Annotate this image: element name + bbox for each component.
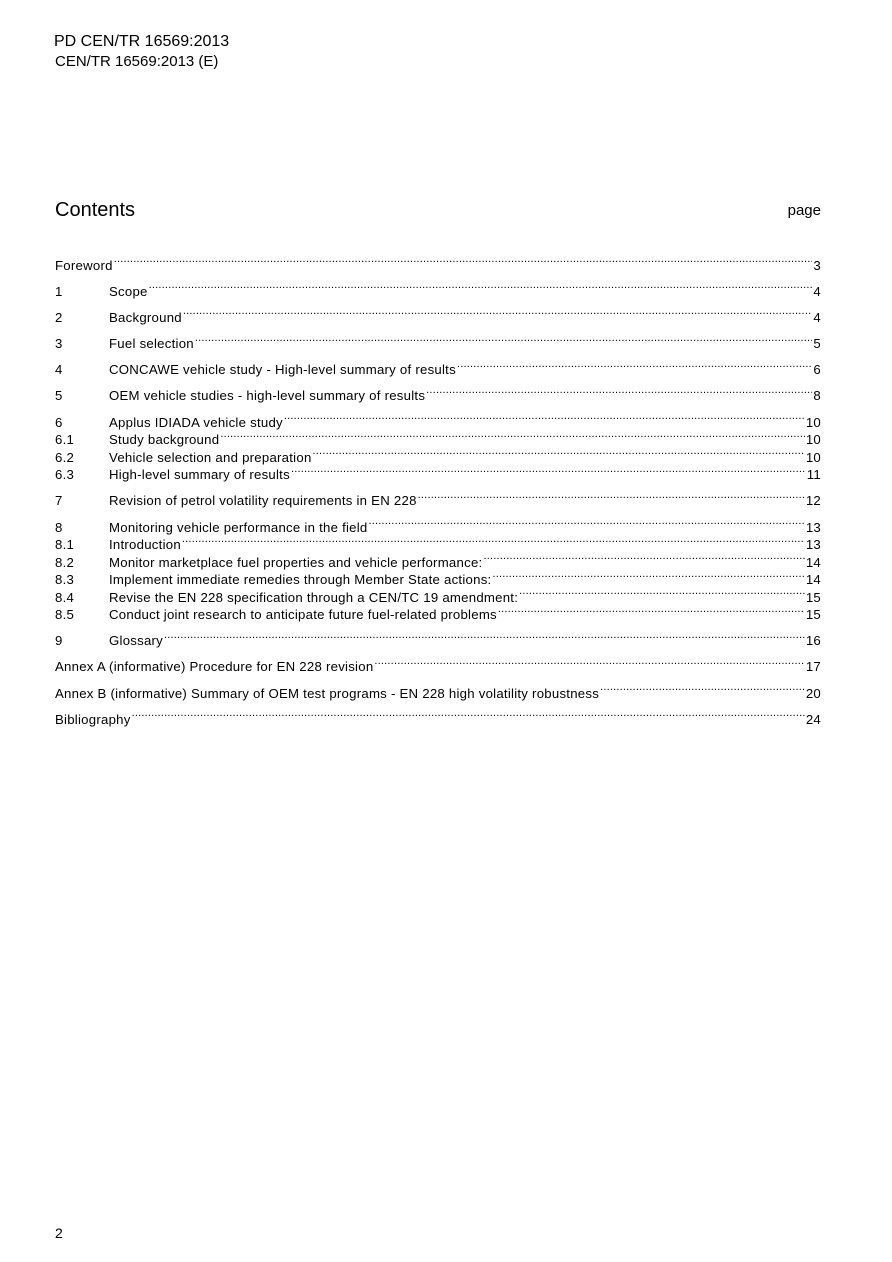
toc-entry[interactable]: [55, 488, 821, 509]
toc-dot-leader: [600, 680, 805, 698]
document-id-language: CEN/TR 16569:2013 (E): [55, 53, 219, 70]
toc-entry-title: Annex A (informative) Procedure for EN 228 revision: [55, 659, 374, 675]
toc-entry-number: 3: [55, 336, 63, 352]
toc-dot-leader: [374, 654, 804, 672]
toc-entry-page: 17: [805, 659, 821, 675]
toc-entry-page: 13: [805, 519, 821, 535]
toc-entry-page: 24: [805, 711, 821, 727]
toc-entry-page: 11: [806, 467, 821, 483]
toc-entry-number: 9: [55, 633, 63, 649]
toc-entry[interactable]: [55, 706, 821, 727]
toc-entry-title: High-level summary of results: [109, 467, 290, 483]
toc-entry-number: 8.4: [55, 589, 75, 605]
toc-entry-page: 16: [805, 633, 821, 649]
toc-dot-leader: [519, 584, 805, 602]
toc-dot-leader: [483, 549, 804, 567]
toc-entry-title: Conduct joint research to anticipate future fuel-related problems: [109, 607, 497, 622]
toc-dot-leader: [183, 304, 813, 322]
toc-entry-title: OEM vehicle studies - high-level summary of results: [109, 388, 426, 404]
toc-entry-number: 6.2: [55, 449, 75, 465]
toc-entry-title: Monitoring vehicle performance in the field: [109, 519, 368, 535]
toc-entry[interactable]: [55, 357, 821, 378]
toc-entry-title: Scope: [109, 283, 148, 299]
toc-entry-title: Revise the EN 228 specification through a CEN/TC 19 amendment:: [109, 589, 519, 605]
toc-entry-page: 20: [805, 685, 821, 701]
toc-entry-number: 8.3: [55, 572, 75, 587]
toc-entry-number: 8: [55, 519, 63, 535]
toc-dot-leader: [220, 427, 805, 445]
contents-title: Contents: [55, 199, 136, 221]
toc-entry-title: Foreword: [55, 257, 113, 273]
toc-entry-page: 4: [813, 283, 821, 299]
document-id: PD CEN/TR 16569:2013: [54, 33, 230, 50]
toc-dot-leader: [164, 628, 805, 646]
toc-entry-title: Fuel selection: [109, 336, 194, 352]
toc-dot-leader: [369, 514, 805, 532]
toc-dot-leader: [457, 357, 812, 375]
toc-entry-title: Introduction: [109, 537, 181, 552]
toc-entry-number: 8.5: [55, 607, 75, 622]
toc-entry-page: 12: [805, 493, 821, 509]
toc-entry-page: 10: [805, 414, 821, 430]
toc-entry-number: 4: [55, 362, 63, 378]
toc-entry-page: 6: [813, 362, 821, 378]
toc-entry[interactable]: [55, 304, 821, 325]
table-of-contents: [55, 252, 821, 727]
toc-entry[interactable]: [55, 654, 821, 675]
toc-entry-title: Glossary: [109, 633, 164, 649]
toc-entry-page: 14: [805, 554, 821, 570]
toc-entry-title: Background: [109, 309, 182, 325]
toc-dot-leader: [114, 252, 813, 270]
toc-entry-page: 8: [813, 388, 821, 404]
toc-entry-number: 1: [55, 283, 63, 299]
toc-entry-number: 2: [55, 309, 63, 325]
toc-dot-leader: [498, 602, 805, 620]
toc-dot-leader: [132, 706, 805, 724]
toc-dot-leader: [149, 278, 813, 296]
toc-entry-number: 8.1: [55, 537, 75, 552]
toc-entry-title: Implement immediate remedies through Member State actions:: [109, 572, 492, 587]
toc-entry-number: 7: [55, 493, 63, 509]
toc-entry[interactable]: [55, 383, 821, 404]
toc-entry[interactable]: [55, 680, 821, 701]
toc-entry-page: 5: [813, 336, 821, 352]
toc-entry-title: Revision of petrol volatility requirements in EN 228: [109, 493, 417, 509]
toc-entry[interactable]: [55, 514, 821, 535]
toc-entry[interactable]: [55, 331, 821, 352]
toc-dot-leader: [291, 462, 806, 480]
toc-dot-leader: [418, 488, 805, 506]
toc-entry-page: 15: [805, 589, 821, 605]
toc-entry-page: 14: [805, 572, 821, 587]
toc-dot-leader: [284, 409, 805, 427]
toc-entry[interactable]: [55, 252, 821, 273]
toc-entry-number: 5: [55, 388, 63, 404]
toc-entry-page: 10: [805, 449, 821, 465]
page-number: 2: [55, 1225, 63, 1241]
toc-dot-leader: [182, 532, 805, 550]
toc-entry[interactable]: [55, 628, 821, 649]
page-column-label: page: [787, 202, 821, 219]
toc-entry-page: 3: [813, 257, 821, 273]
toc-entry-number: 6.3: [55, 467, 75, 483]
toc-entry-title: Bibliography: [55, 711, 131, 727]
toc-entry-title: Applus IDIADA vehicle study: [109, 414, 283, 430]
toc-dot-leader: [426, 383, 812, 401]
toc-entry-number: 6: [55, 414, 63, 430]
toc-entry-page: 13: [805, 537, 821, 552]
toc-dot-leader: [195, 331, 813, 349]
toc-entry-title: CONCAWE vehicle study - High-level summary of results: [109, 362, 456, 378]
toc-entry-number: 8.2: [55, 554, 75, 570]
toc-entry-title: Study background: [109, 432, 220, 448]
toc-entry-page: 15: [805, 607, 821, 622]
toc-dot-leader: [492, 567, 804, 585]
toc-entry-title: Annex B (informative) Summary of OEM test programs - EN 228 high volatility robustness: [55, 685, 600, 701]
toc-entry-page: 10: [805, 432, 821, 448]
toc-entry-title: Monitor marketplace fuel properties and vehicle performance:: [109, 554, 483, 570]
toc-entry-title: Vehicle selection and preparation: [109, 449, 312, 465]
toc-entry[interactable]: [55, 409, 821, 430]
toc-dot-leader: [313, 444, 805, 462]
toc-entry-page: 4: [813, 309, 821, 325]
toc-entry[interactable]: [55, 278, 821, 299]
toc-entry-number: 6.1: [55, 432, 75, 448]
